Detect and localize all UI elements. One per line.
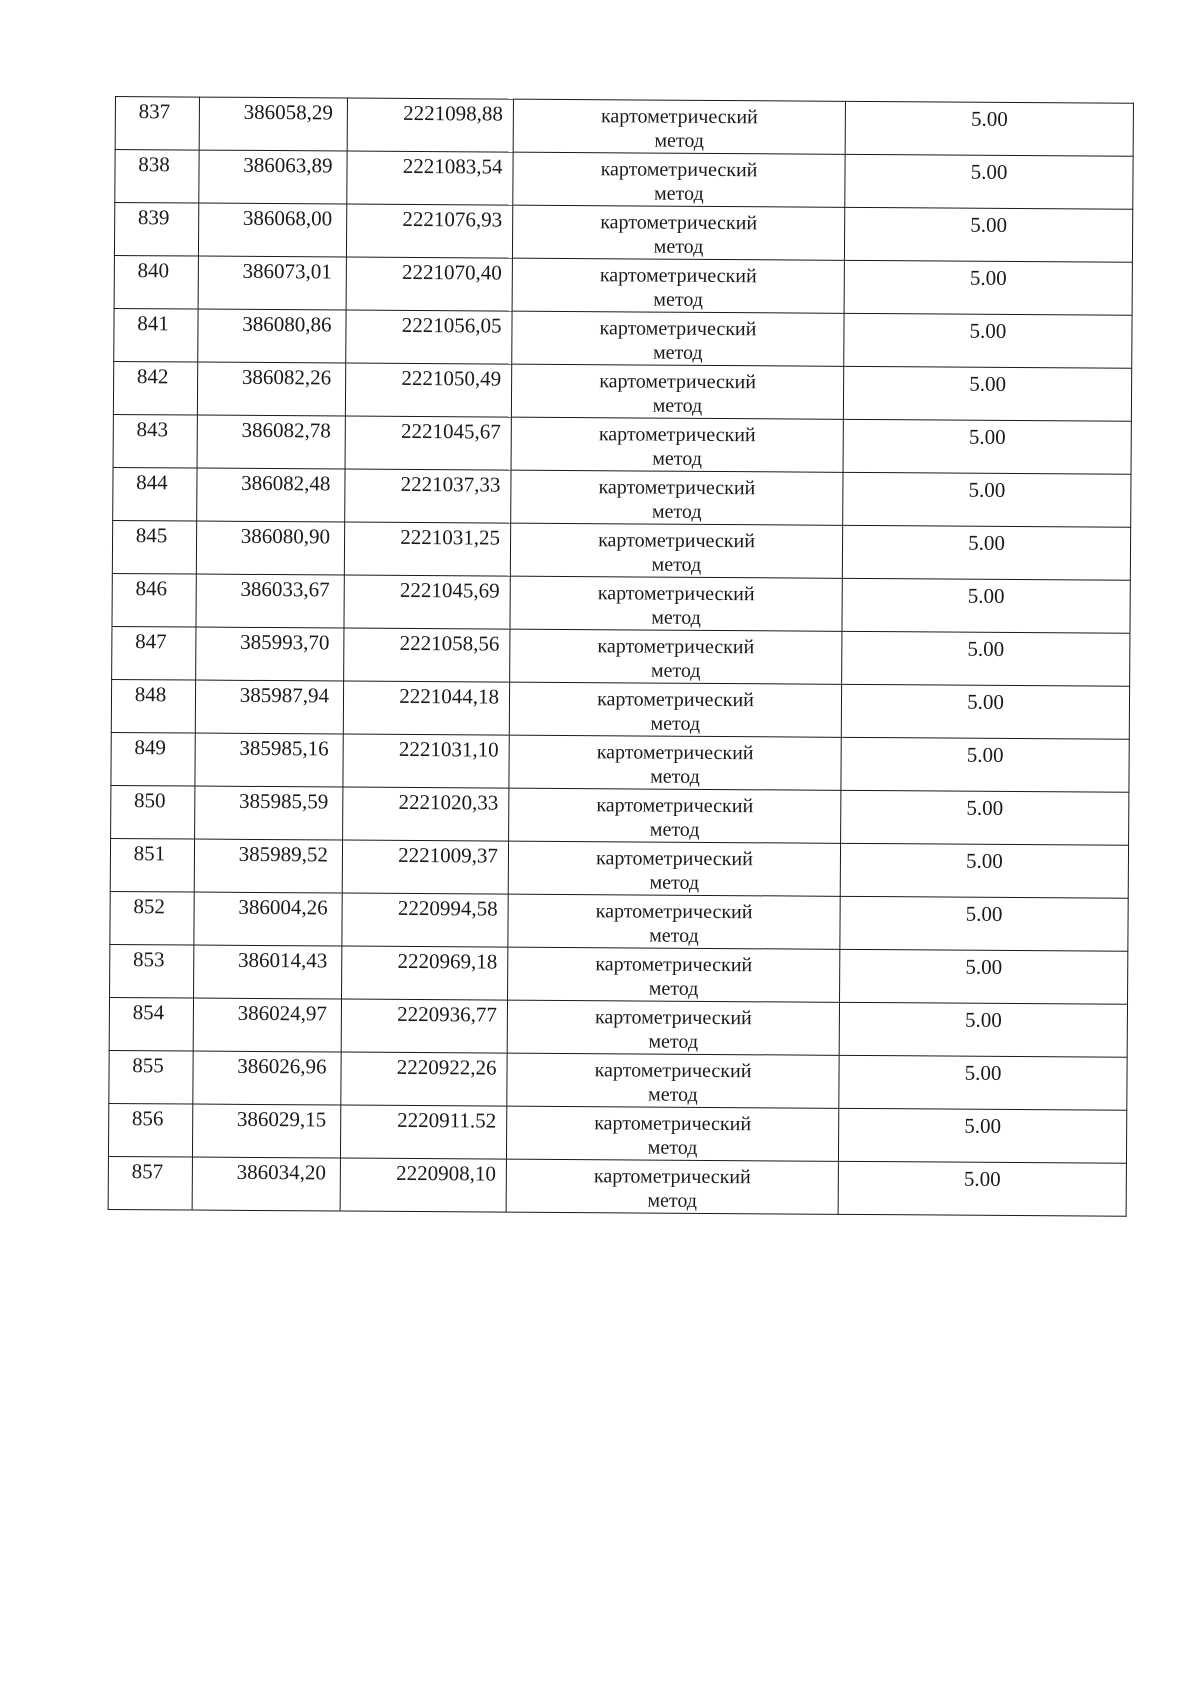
y-coordinate-cell [344,522,510,576]
x-coordinate-cell [199,97,347,151]
table-row [108,1156,1126,1216]
accuracy-value: 5.00 [970,106,1008,131]
method-line-1: картометрический [598,476,756,500]
table-row [114,308,1132,368]
method-line-2: метод [651,553,702,576]
point-number: 845 [135,523,168,548]
point-number-cell [111,679,195,733]
table-row [108,1103,1126,1163]
point-number-cell [110,944,194,998]
point-number-cell [112,520,196,574]
x-coordinate-cell [198,309,346,363]
method-cell [511,417,843,472]
y-coordinate-cell [343,681,509,735]
x-coordinate: 386082,48 [241,470,331,496]
method-line-2: метод [653,288,704,311]
point-number: 852 [133,894,165,919]
method-cell [507,1000,839,1055]
table-row [115,150,1133,210]
error-cell [845,154,1133,209]
point-number: 849 [134,735,167,760]
method-cell [510,576,842,631]
method-line-1: картометрический [595,900,753,924]
method-cell [513,99,845,154]
error-cell [843,472,1131,527]
table-row [114,255,1132,315]
x-coordinate-cell [194,945,342,999]
x-coordinate: 386029,15 [236,1106,327,1132]
x-coordinate: 386080,86 [242,311,332,337]
method-line-1: картометрический [596,794,754,818]
error-cell [842,578,1130,633]
method-line-1: картометрический [597,635,755,659]
method-cell [508,841,840,896]
point-number-cell [110,891,194,945]
y-coordinate: 2220922,26 [396,1054,497,1080]
point-number-cell [112,626,196,680]
x-coordinate-cell [196,574,344,628]
x-coordinate: 386026,96 [237,1053,327,1079]
method-line-1: картометрический [598,529,756,553]
y-coordinate-cell [341,1052,507,1106]
x-coordinate: 385993,70 [240,629,330,655]
y-coordinate: 2221020,33 [398,789,499,815]
y-coordinate: 2221037,33 [400,471,501,497]
point-number: 840 [137,258,170,283]
x-coordinate: 385985,59 [238,788,329,814]
point-number: 850 [134,788,166,813]
y-coordinate-cell [342,840,508,894]
accuracy-value: 5.00 [969,371,1007,396]
accuracy-value: 5.00 [969,318,1007,343]
x-coordinate-cell [193,1051,341,1105]
point-number-cell [108,1103,192,1157]
x-coordinate: 386058,29 [243,99,333,125]
method-line-2: метод [649,818,700,841]
y-coordinate-cell [345,416,511,470]
method-line-1: картометрический [598,423,756,447]
method-line-2: метод [652,394,703,417]
method-line-2: метод [651,500,702,523]
y-coordinate-cell [344,628,510,682]
method-cell [510,629,842,684]
point-number-cell [108,1156,192,1210]
table-row [111,732,1129,792]
y-coordinate: 2221045,67 [400,418,501,444]
y-coordinate: 2221058,56 [399,630,500,656]
point-number-cell [113,414,197,468]
point-number-cell [114,203,198,257]
x-coordinate-cell [196,627,344,681]
point-number-cell [114,308,198,362]
method-line-2: метод [649,871,700,894]
table-row [110,891,1128,951]
point-number-cell [109,997,193,1051]
method-line-1: картометрический [594,1006,752,1030]
x-coordinate: 386082,26 [241,364,332,390]
error-cell [841,790,1129,845]
error-cell [841,684,1129,739]
x-coordinate-cell [195,733,343,787]
point-number: 848 [134,682,167,707]
x-coordinate-cell [194,892,342,946]
table-row [113,414,1131,474]
point-number-cell [111,785,195,839]
x-coordinate-cell [197,415,345,469]
table-row [110,838,1128,898]
table-row [112,573,1130,633]
method-cell [510,523,842,578]
x-coordinate: 386014,43 [237,947,328,973]
error-cell [839,1002,1127,1057]
point-number-cell [113,361,197,415]
method-cell [506,1106,838,1161]
point-number-cell [111,732,195,786]
point-number-cell [109,1050,193,1104]
y-coordinate: 2220994,58 [397,895,498,921]
method-line-1: картометрический [599,370,757,394]
x-coordinate-cell [195,680,343,734]
accuracy-value: 5.00 [970,159,1008,184]
y-coordinate: 2221098,88 [403,100,503,126]
point-number: 842 [136,364,169,389]
method-line-2: метод [652,447,702,470]
x-coordinate: 386033,67 [240,576,330,602]
method-line-2: метод [650,712,701,735]
y-coordinate-cell [343,734,509,788]
y-coordinate-cell [345,363,511,417]
point-number-cell [115,150,199,204]
y-coordinate-cell [345,469,511,523]
method-cell [509,682,841,737]
method-line-2: метод [652,341,703,364]
x-coordinate: 386004,26 [238,894,328,920]
method-line-1: картометрический [594,1112,752,1136]
table-row [111,785,1129,845]
point-number-cell [112,573,196,627]
y-coordinate: 2221031,10 [398,736,499,762]
x-coordinate: 386034,20 [236,1159,326,1185]
method-line-1: картометрический [593,1165,751,1189]
y-coordinate: 2220936,77 [397,1001,497,1027]
method-line-2: метод [651,606,701,629]
x-coordinate: 385985,16 [239,735,329,761]
accuracy-value: 5.00 [964,1007,1002,1032]
accuracy-value: 5.00 [970,212,1008,237]
y-coordinate-cell [347,98,513,152]
accuracy-value: 5.00 [968,530,1006,555]
error-cell [840,843,1128,898]
accuracy-value: 5.00 [964,1113,1002,1138]
table-body [108,97,1133,1217]
point-number: 857 [131,1159,164,1184]
accuracy-value: 5.00 [968,477,1006,502]
point-number-cell [113,467,197,521]
accuracy-value: 5.00 [965,954,1003,979]
method-line-1: картометрический [597,582,755,606]
method-cell [512,311,844,366]
error-cell [843,419,1131,474]
accuracy-value: 5.00 [964,1060,1002,1085]
accuracy-value: 5.00 [965,901,1003,926]
accuracy-value: 5.00 [963,1166,1001,1191]
y-coordinate: 2221076,93 [402,206,503,232]
x-coordinate-cell [195,786,343,840]
method-cell [511,364,843,419]
x-coordinate-cell [197,468,345,522]
method-line-1: картометрический [599,264,757,288]
y-coordinate: 2221070,40 [402,259,502,285]
error-cell [845,101,1133,156]
method-cell [506,1159,838,1214]
error-cell [840,896,1128,951]
error-cell [843,366,1131,421]
method-line-2: метод [648,1083,698,1106]
method-cell [509,735,841,790]
point-number-cell [114,255,198,309]
y-coordinate: 2220908,10 [396,1160,496,1186]
method-line-1: картометрический [595,953,753,977]
method-line-1: картометрический [599,317,757,341]
method-cell [509,788,841,843]
y-coordinate: 2221083,54 [402,153,503,179]
accuracy-value: 5.00 [966,795,1004,820]
y-coordinate: 2221056,05 [401,312,502,338]
accuracy-value: 5.00 [966,742,1004,767]
error-cell [842,525,1130,580]
x-coordinate-cell [194,839,342,893]
method-line-1: картометрический [600,105,758,129]
error-cell [842,631,1130,686]
x-coordinate: 386080,90 [240,523,331,549]
x-coordinate: 386024,97 [237,1000,327,1026]
x-coordinate: 385989,52 [238,841,329,867]
point-number: 844 [136,470,168,495]
method-cell [513,152,845,207]
y-coordinate-cell [340,1105,506,1159]
accuracy-value: 5.00 [967,636,1005,661]
method-cell [508,894,840,949]
y-coordinate: 2221044,18 [399,683,500,709]
method-line-2: метод [647,1189,698,1212]
point-number: 856 [131,1106,164,1131]
method-line-2: метод [653,182,704,205]
y-coordinate-cell [346,310,512,364]
method-line-2: метод [650,765,700,788]
coordinates-table [108,96,1134,1217]
x-coordinate-cell [197,362,345,416]
accuracy-value: 5.00 [967,689,1004,714]
method-line-1: картометрический [600,211,758,235]
y-coordinate-cell [343,787,509,841]
x-coordinate-cell [196,521,344,575]
point-number: 846 [135,576,168,601]
error-cell [839,1055,1127,1110]
x-coordinate: 386068,00 [242,205,333,231]
method-line-1: картометрический [597,688,754,712]
point-number: 854 [132,1000,165,1025]
method-cell [508,947,840,1002]
x-coordinate-cell [193,998,341,1052]
y-coordinate: 2221009,37 [398,842,499,868]
error-cell [838,1108,1126,1163]
table-row [115,97,1133,157]
method-line-2: метод [649,924,699,947]
y-coordinate-cell [344,575,510,629]
table-row [109,1050,1127,1110]
point-number: 839 [137,205,170,230]
table-row [114,203,1132,263]
x-coordinate: 386082,78 [241,417,331,443]
method-line-1: картометрический [595,847,753,871]
point-number: 841 [137,311,169,336]
accuracy-value: 5.00 [967,583,1005,608]
point-number: 855 [132,1053,164,1078]
method-cell [512,258,844,313]
x-coordinate-cell [192,1104,340,1158]
point-number: 851 [133,841,166,866]
method-line-2: метод [654,129,705,152]
method-cell [512,205,844,260]
method-line-2: метод [648,1030,699,1053]
y-coordinate: 2220911.52 [397,1107,497,1133]
table-row [113,467,1131,527]
method-cell [511,470,843,525]
point-number: 838 [138,152,170,177]
error-cell [844,260,1132,315]
table-row [111,679,1129,739]
error-cell [838,1161,1126,1216]
method-line-1: картометрический [594,1059,752,1083]
x-coordinate-cell [192,1157,340,1211]
point-number-cell [115,97,199,151]
y-coordinate-cell [342,893,508,947]
x-coordinate: 385987,94 [239,682,330,708]
x-coordinate-cell [198,256,346,310]
y-coordinate-cell [341,999,507,1053]
table-row [112,520,1130,580]
method-line-2: метод [650,659,701,682]
y-coordinate: 2221045,69 [399,577,500,603]
error-cell [844,207,1132,262]
point-number-cell [110,838,194,892]
point-number: 853 [132,947,165,972]
y-coordinate-cell [347,151,513,205]
x-coordinate-cell [198,203,346,257]
point-number: 837 [138,99,171,124]
table-row [110,944,1128,1004]
x-coordinate: 386073,01 [242,258,332,284]
point-number: 843 [136,417,169,442]
method-line-2: метод [653,235,704,258]
accuracy-value: 5.00 [968,424,1006,449]
method-line-2: метод [648,977,699,1000]
x-coordinate-cell [199,150,347,204]
y-coordinate: 2221050,49 [401,365,502,391]
error-cell [841,737,1129,792]
table-row [113,361,1131,421]
table-row [109,997,1127,1057]
y-coordinate-cell [340,1158,506,1212]
accuracy-value: 5.00 [965,848,1003,873]
method-line-1: картометрический [596,741,754,765]
error-cell [840,949,1128,1004]
accuracy-value: 5.00 [969,265,1007,290]
x-coordinate: 386063,89 [243,152,333,178]
y-coordinate-cell [346,204,512,258]
method-line-1: картометрический [600,158,758,182]
error-cell [844,313,1132,368]
y-coordinate: 2220969,18 [397,948,498,974]
table-row [112,626,1130,686]
method-line-2: метод [647,1136,698,1159]
method-cell [507,1053,839,1108]
y-coordinate-cell [342,946,508,1000]
point-number: 847 [135,629,167,654]
y-coordinate: 2221031,25 [400,524,501,550]
y-coordinate-cell [346,257,512,311]
